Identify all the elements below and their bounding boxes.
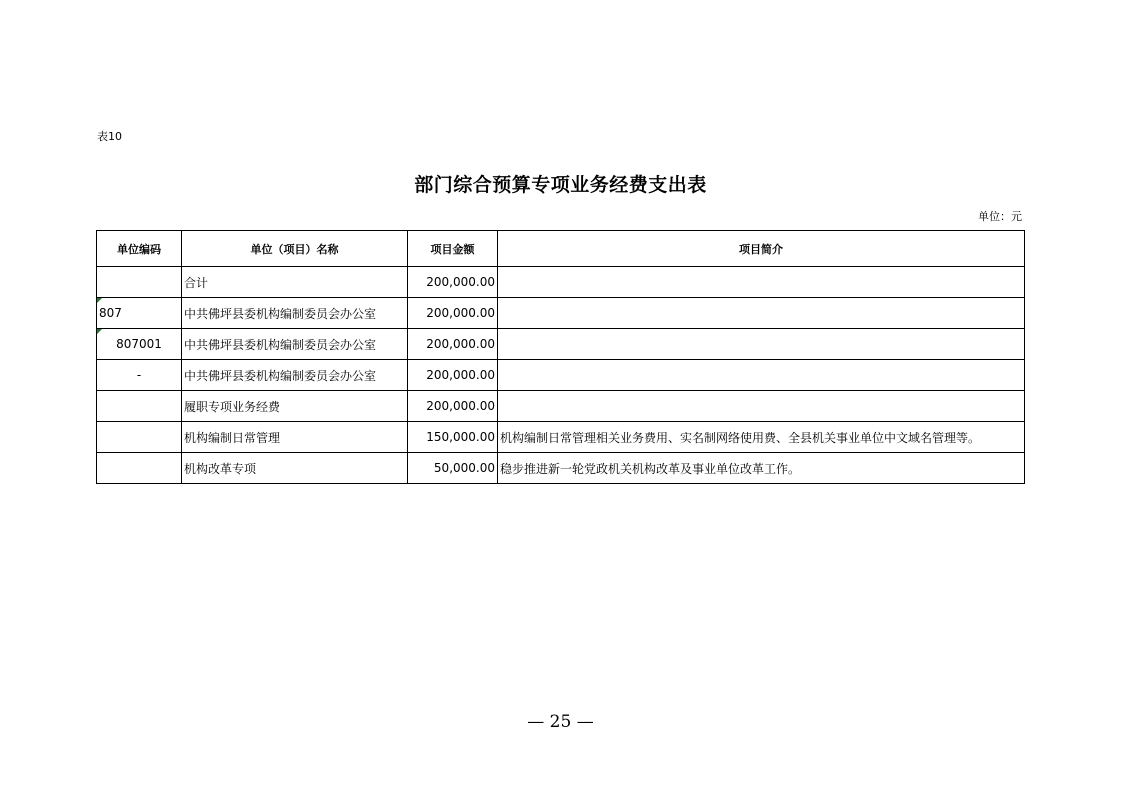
amount-cell: 200,000.00 (408, 360, 498, 391)
unit-code-cell (97, 453, 182, 484)
amount-cell: 200,000.00 (408, 391, 498, 422)
table-number-label: 表10 (97, 130, 122, 143)
table-row (97, 329, 1025, 360)
header-description: 项目简介 (498, 231, 1025, 267)
document-title: 部门综合预算专项业务经费支出表 (414, 174, 707, 196)
table-row (97, 391, 1025, 422)
unit-name-cell: 中共佛坪县委机构编制委员会办公室 (182, 360, 408, 391)
unit-note: 单位：元 (978, 210, 1022, 223)
unit-code-cell (97, 329, 182, 360)
cell-marker-icon (97, 298, 102, 303)
table-row (97, 422, 1025, 453)
budget-table (96, 230, 1025, 484)
description-cell (498, 267, 1025, 298)
header-unit-code: 单位编码 (97, 231, 182, 267)
amount-cell: 200,000.00 (408, 298, 498, 329)
header-amount: 项目金额 (408, 231, 498, 267)
description-cell: 稳步推进新一轮党政机关机构改革及事业单位改革工作。 (498, 453, 1025, 484)
table-header-row (97, 231, 1025, 267)
cell-marker-icon (97, 329, 102, 334)
unit-code-cell (97, 298, 182, 329)
unit-name-cell: 机构编制日常管理 (182, 422, 408, 453)
table-row (97, 298, 1025, 329)
description-cell: 机构编制日常管理相关业务费用、实名制网络使用费、全县机关事业单位中文域名管理等。 (498, 422, 1025, 453)
unit-name-cell: 合计 (182, 267, 408, 298)
unit-code-cell: - (97, 360, 182, 391)
unit-name-cell: 履职专项业务经费 (182, 391, 408, 422)
table-row (97, 360, 1025, 391)
description-cell (498, 391, 1025, 422)
amount-cell: 200,000.00 (408, 267, 498, 298)
unit-name-cell: 机构改革专项 (182, 453, 408, 484)
description-cell (498, 360, 1025, 391)
unit-name-cell: 中共佛坪县委机构编制委员会办公室 (182, 298, 408, 329)
amount-cell: 150,000.00 (408, 422, 498, 453)
description-cell (498, 298, 1025, 329)
unit-name-cell: 中共佛坪县委机构编制委员会办公室 (182, 329, 408, 360)
table-row (97, 267, 1025, 298)
unit-code-cell (97, 391, 182, 422)
unit-code-cell (97, 267, 182, 298)
table-row (97, 453, 1025, 484)
description-cell (498, 329, 1025, 360)
amount-cell: 200,000.00 (408, 329, 498, 360)
header-unit-name: 单位（项目）名称 (182, 231, 408, 267)
unit-code-text: 807001 (116, 337, 162, 351)
amount-cell: 50,000.00 (408, 453, 498, 484)
unit-code-text: 807 (99, 306, 122, 320)
page-number: — 25 — (527, 712, 594, 732)
unit-code-cell (97, 422, 182, 453)
